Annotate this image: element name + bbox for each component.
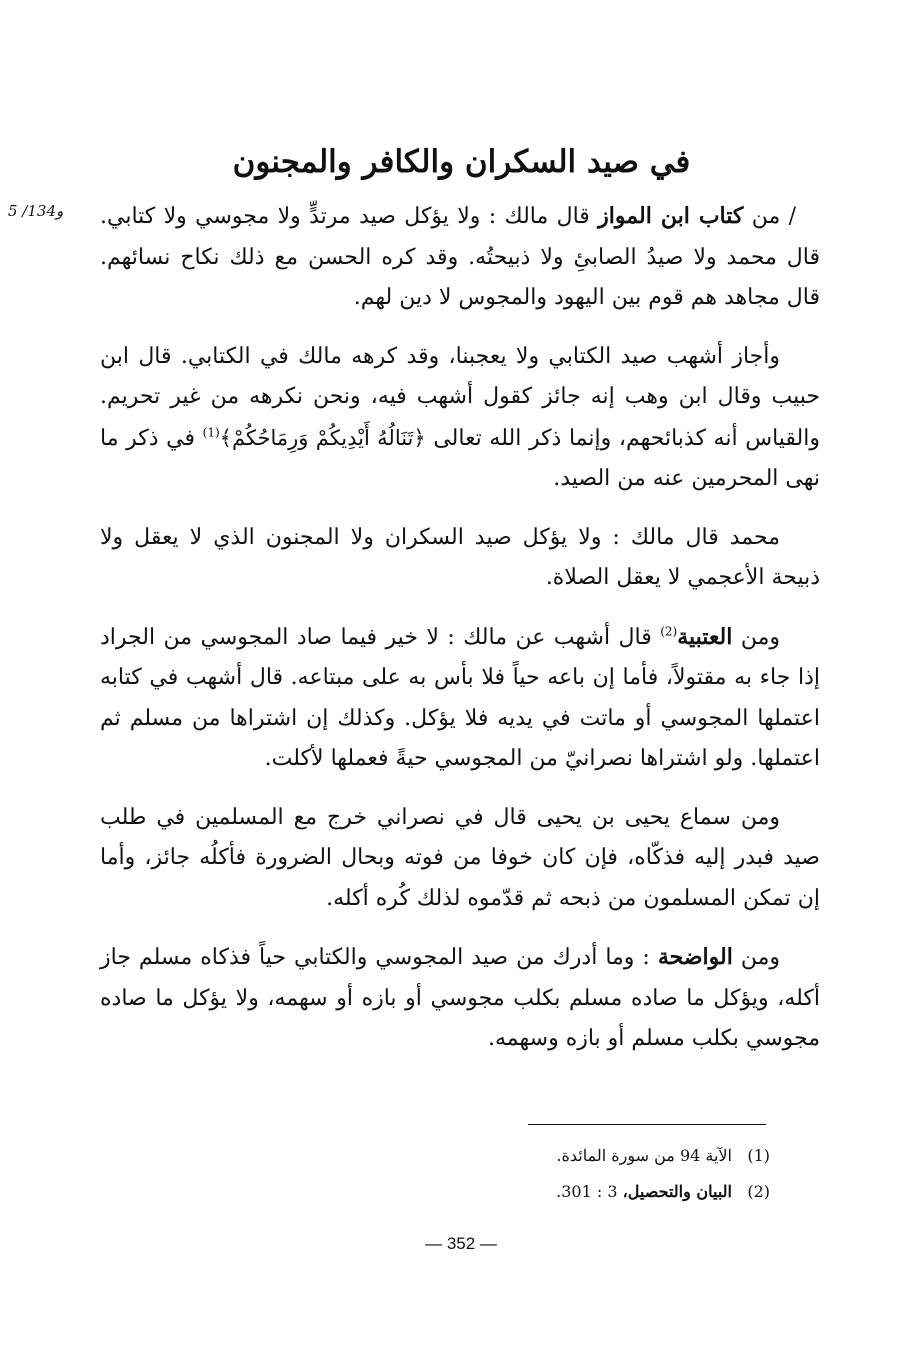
footnote-divider bbox=[528, 1124, 766, 1125]
paragraph-6-lead: ومن bbox=[732, 945, 781, 970]
footnote-ref-1: (1) bbox=[202, 425, 220, 440]
footnote-1 bbox=[430, 1138, 770, 1174]
paragraph-1-text: قال مالك : ولا يؤكل صيد مرتدٍّ ولا مجوسي ولا كتابي. قال محمد ولا صيدُ الصابئِ ولا ذبيحتُه. وقد كره الحسن مع ذلك نكاح نسائهم. قال مجاهد هم قوم بين اليهود والمجوس لا دين لهم. bbox=[100, 204, 820, 310]
footnote-ref-2: (2) bbox=[660, 624, 678, 639]
paragraph-3: محمد قال مالك : ولا يؤكل صيد السكران ولا المجنون الذي لا يعقل ولا ذبيحة الأعجمي لا يعقل الصلاة. bbox=[100, 524, 820, 590]
source-title-ibn-al-mawwaz: كتاب ابن المواز bbox=[598, 203, 744, 229]
paragraph-6 bbox=[100, 937, 820, 1060]
source-title-al-utbiyya: العتبية bbox=[677, 623, 733, 650]
source-title-al-wadiha: الواضحة bbox=[657, 944, 733, 970]
footnote-2-text: 3 : 301. bbox=[556, 1182, 623, 1201]
paragraph-5: ومن سماع يحيى بن يحيى قال في نصراني خرج مع المسلمين في طلب صيد فبدر إليه فذكّاه، فإن كان خوفا من فوته وبحال الضرورة فأكلُه جائز، وأما إن تمكن المسلمون من ذبحه ثم قدّموه لذلك كُره أكله. bbox=[100, 804, 820, 911]
footnote-1-number: (1) bbox=[747, 1146, 770, 1165]
footnotes bbox=[430, 1138, 770, 1210]
footnote-1-text: الآية 94 من سورة المائدة. bbox=[556, 1146, 732, 1165]
page-title: في صيد السكران والكافر والمجنون bbox=[232, 144, 691, 180]
paragraph-2-text: وأجاز أشهب صيد الكتابي ولا يعجبنا، وقد كرهه مالك في الكتابي. قال ابن حبيب وقال ابن وهب إنه جائز كقول أشهب فيه، ونحن نكرهه من غير تحريم. والقياس أنه كذبائحهم، وإنما ذكر الله تعالى bbox=[100, 343, 820, 451]
paragraph-1-lead: / من bbox=[743, 204, 796, 229]
footnote-2-number: (2) bbox=[747, 1182, 770, 1201]
paragraph-4-text: قال أشهب عن مالك : لا خير فيما صاد المجوسي من الجراد إذا جاء به مقتولاً، فأما إن باعه حياً فلا بأس به على مبتاعه. قال أشهب في كتابه اعتملها المجوسي أو ماتت في يديه فلا يؤكل. وكذلك إن اشتراها من مسلم ثم اعتملها. ولو اشتراها نصرانيّ من المجوسي حيةً فعملها لأكلت. bbox=[100, 624, 820, 771]
body-text bbox=[100, 196, 820, 1078]
footnote-2 bbox=[430, 1174, 770, 1210]
paragraph-4-lead: ومن bbox=[732, 624, 780, 650]
paragraph-1 bbox=[100, 196, 820, 319]
paragraph-2-tail: في ذكر ما نهى المحرمين عنه من الصيد. bbox=[100, 425, 820, 491]
quran-quote: ﴿تَنَالُهُ أَيْدِيكُمْ وَرِمَاحُكُمْ﴾ bbox=[219, 425, 426, 450]
paragraph-6-text: : وما أدرك من صيد المجوسي والكتابي حياً فذكاه مسلم جاز أكله، ويؤكل ما صاده مسلم بكلب مجوسي أو بازه أو سهمه، ولا يؤكل ما صاده مجوسي بكلب مسلم أو بازه وسهمه. bbox=[100, 945, 820, 1051]
margin-reference: 5 /134و bbox=[8, 202, 64, 220]
paragraph-4 bbox=[100, 617, 820, 780]
page-number: — 352 — bbox=[425, 1234, 497, 1253]
footnote-2-source: البيان والتحصيل، bbox=[622, 1182, 732, 1201]
paragraph-2 bbox=[100, 337, 820, 500]
